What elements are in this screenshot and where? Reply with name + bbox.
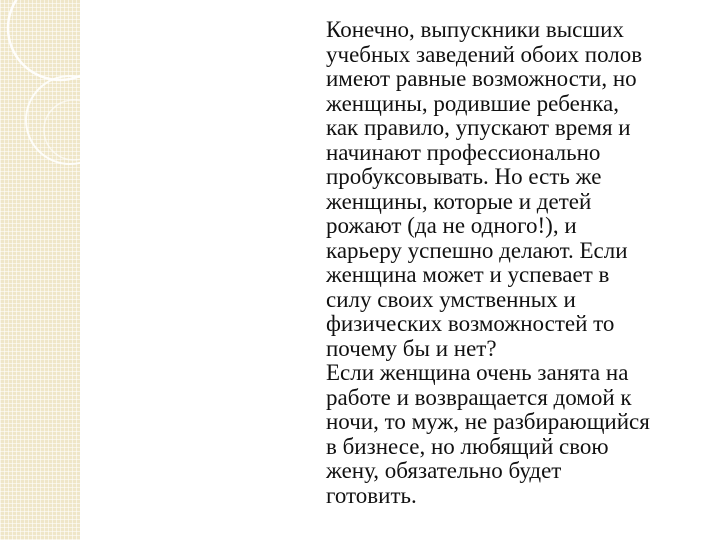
text-line: карьеру успешно делают. Если [326,237,628,263]
slide-body-text [326,18,706,508]
text-line: начинают профессионально [326,139,601,165]
text-line: ночи, то муж, не разбирающийся [326,409,650,434]
paragraph-2 [326,361,706,508]
decorative-side-panel [0,0,80,540]
circle-ornament-icon [0,0,80,540]
text-line: рожают (да не одного!), и [326,213,577,238]
text-line: работе и возвращается домой к [326,384,632,410]
text-line: почему бы и нет? [326,335,497,361]
text-line: женщины, родившие ребенка, [326,90,619,116]
text-line: физических возможностей то [326,311,615,336]
text-line: имеют равные возможности, но [326,66,637,91]
text-line: готовить. [326,482,417,508]
text-line: женщины, которые и детей [326,188,592,214]
text-line: как правило, упускают время и [326,115,631,140]
text-line: Если женщина очень занята на [326,360,629,385]
text-line: силу своих умственных и [326,286,576,312]
text-line: Конечно, выпускники высших [326,17,624,42]
text-line: женщина может и успевает в [326,262,610,287]
text-line: в бизнесе, но любящий свою [326,433,609,459]
text-line: учебных заведений обоих полов [326,41,643,67]
paragraph-1 [326,18,706,361]
text-line: жену, обязательно будет [326,458,562,483]
text-line: пробуксовывать. Но есть же [326,164,602,189]
